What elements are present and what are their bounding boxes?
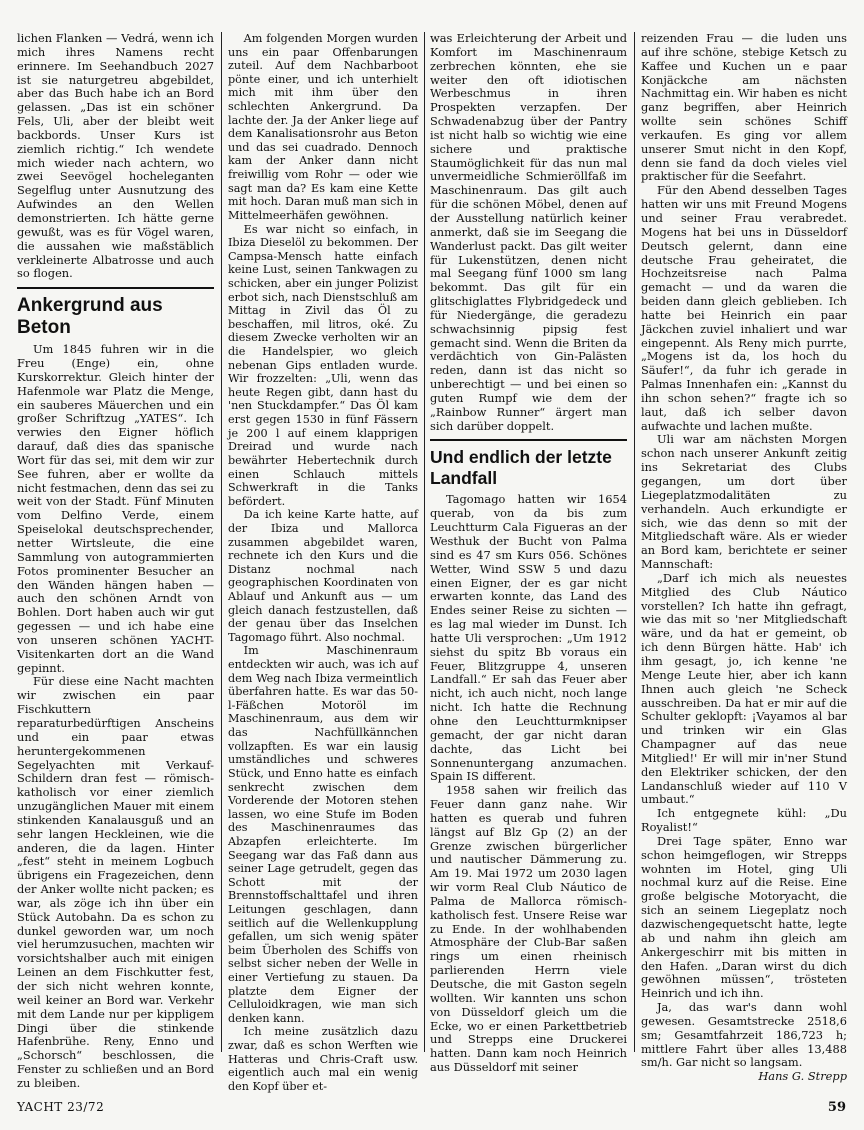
section-rule — [430, 439, 627, 441]
paragraph: lichen Flanken — Vedrá, wenn ich mich ihres Namens recht erinnere. Im Seehandbuch 2027 ist sie naturgetreu abgebildet, aber das Buch habe ich an Bord gelassen. „Das ist ein schöner Fels, Uli, aber der bleibt weit backbords. Unser Kurs ist ziemlich richtig.“ Ich wendete mich wieder nach achtern, wo zwei Seevögel hocheleganten Segelflug unter Ausnutzung des Aufwindes an den Wellen demonstrierten. Ich hätte gerne gewußt, was es für Vögel waren, die aussahen wie maßstäblich verkleinerte Albatrosse und auch so flogen. — [17, 31, 214, 281]
column-2 — [228, 32, 418, 1094]
paragraph: Am folgenden Morgen wurden uns ein paar Offenbarungen zuteil. Auf dem Nachbarboot pönte einer, und ich unterhielt mich mit ihm über den schlechten Ankergrund. Da lachte der. Ja der Anker liege auf dem Kanalisationsrohr aus Beton und das sei cuadrado. Dennoch kam der Anker dann nicht freiwillig vom Rohr — oder wie sagt man da? Es kam eine Kette mit hoch. Daran muß man sich in Mittelmeerhäfen gewöhnen. — [228, 32, 418, 222]
paragraph: Da ich keine Karte hatte, auf der Ibiza und Mallorca zusammen abgebildet waren, rechnete ich den Kurs und die Distanz nochmal nach geographischen Koordinaten von Ablauf und Ankunft aus — um gleich danach festzustellen, daß der genau über das Inselchen Tagomago führt. Also nochmal. — [228, 508, 418, 644]
column-4 — [641, 32, 847, 1084]
author-signature-line — [641, 1070, 847, 1084]
paragraph: 1958 sahen wir freilich das Feuer dann ganz nahe. Wir hatten es querab und fuhren längst auf Blz Gp (2) an der Grenze zwischen bürgerlicher und nautischer Dämmerung zu. Am 19. Mai 1972 um 2030 lagen wir vorm Real Club Náutico de Palma de Mallorca römisch-katholisch fest. Unsere Reise war zu Ende. In der wohlhabenden Atmosphäre der Club-Bar saßen rings um einen rheinisch parlierenden Herrn viele Deutsche, die mit Gaston segeln wollten. Wir kannten uns schon von Düsseldorf gleich um die Ecke, wo er einen Parkettbetrieb und Strepps eine Druckerei hatten. Dann kam noch Heinrich aus Düsseldorf mit seiner — [430, 783, 627, 1075]
paragraph: Im Maschinenraum entdeckten wir auch, was ich auf dem Weg nach Ibiza vermeintlich überfahren hatte. Es war das 50-l-Fäßchen Motoröl im Maschinenraum, aus dem wir das Nachfüllkännchen vollzapften. Es war ein lausig umständliches und schweres Stück, und Enno hatte es einfach senkrecht zwischen dem Vorderende der Motoren stehen lassen, wo eine Stufe im Boden des Maschinenraumes das Abzapfen erleichterte. Im Seegang war das Faß dann aus seiner Lage getrudelt, gegen das Schott mit der Brennstoffschalttafel und ihren Leitungen geschlagen, dann seitlich auf die Wellenkupplung gefallen, um sich wenig später beim Überholen des Schiffs von selbst sicher neben der Welle in einer Vertiefung zu stauen. Da platzte dem Eigner der Celluloidkragen, wie man sich denken kann. — [228, 644, 418, 1025]
section-heading: Ankergrund aus Beton — [17, 295, 163, 339]
paragraph: was Erleichterung der Arbeit und Komfort im Maschinenraum zerbrechen könnten, ehe sie weiter den oft idiotischen Werbeschmus in ihren Prospekten verzapfen. Der Schwadenabzug über der Pantry ist nicht halb so wichtig wie eine sichere und praktische Staumöglichkeit für das nun mal unvermeidliche Schmieröllfaß im Maschinenraum. Das gilt auch für die schönen Möbel, denen auf der Ausstellung natürlich keiner anmerkt, daß sie im Seegang die Wanderlust packt. Das gilt weiter für Lukenstützen, denen nicht mal Seegang fünf 1000 sm lang bekommt. Das gilt für ein glitschiglattes Flybridgedeck und für Niedergänge, die geradezu schwachsinnig pipsig fest gemacht sind. Wenn die Briten da verdächtich von Gin-Palästen reden, dann ist das nicht so unberechtigt — und bei einen so guten Rumpf wie dem der „Rainbow Runner“ ärgert man sich darüber doppelt. — [430, 31, 627, 433]
paragraph: Ich meine zusätzlich dazu zwar, daß es schon Werften wie Hatteras und Chris-Craft usw. eigentlich auch mal ein wenig den Kopf über et- — [228, 1025, 418, 1093]
magazine-issue: YACHT 23/72 — [17, 1100, 105, 1114]
paragraph: Uli war am nächsten Morgen schon nach unserer Ankunft zeitig ins Sekretariat des Clubs gegangen, um dort über Liegeplatzmodalitäten zu verhandeln. Auch erkundigte er sich, wie das denn so mit der Mitgliedschaft wäre. Als er wieder an Bord kam, berichtete er seiner Mannschaft: — [641, 432, 847, 572]
author-signature: Hans G. Strepp — [758, 1069, 847, 1084]
paragraph: Um 1845 fuhren wir in die Freu (Enge) ein, ohne Kurskorrektur. Gleich hinter der Hafenmole war Platz die Menge, ein sauberes Mäuerchen und ein großer Schriftzug „YATES“. Ich verwies den Eigner höflich darauf, daß dies das spanische Wort für das sei, mit dem wir zur See fuhren, aber er wollte da nicht festmachen, denn das sei zu weit von der Stadt. Fünf Minuten vom Delfino Verde, einem Speiselokal deutschsprechender, netter Wirtsleute, die eine Sammlung von autogrammierten Fotos prominenter Besucher an den Wänden hängen haben — auch den schönen Arndt von Bohlen. Dort haben auch wir gut gegessen — und ich habe eine von unseren schönen YACHT-Visitenkarten dort an die Wand gepinnt. — [17, 342, 214, 675]
paragraph: Drei Tage später, Enno war schon heimgeflogen, wir Strepps wohnten im Hotel, ging Uli nochmal kurz auf die Reise. Eine große belgische Motoryacht, die sich an seinem Liegeplatz noch dazwischengequetscht hatte, legte ab und nahm ihn gleich am Ankergeschirr mit bis mitten in den Hafen. „Daran wirst du dich gewöhnen müssen“, trösteten Heinrich und ich ihn. — [641, 833, 847, 1001]
paragraph: reizenden Frau — die luden uns auf ihre schöne, stebige Ketsch zu Kaffee und Kuchen un e paar Konjäckche am nächsten Nachmittag ein. Wir haben es nicht ganz begriffen, aber Heinrich wollte sein schönes Schiff verkaufen. Es ging vor allem unserer Smut nicht in den Kopf, denn sie fand da doch vieles viel praktischer für die Seefahrt. — [641, 31, 847, 184]
paragraph: Es war nicht so einfach, in Ibiza Dieselöl zu bekommen. Der Campsa-Mensch hatte einfach keine Lust, seinen Tankwagen zu schicken, aber ein junger Polizist erbot sich, nach Dienstschluß am Mittag in Zivil das Öl zu beschaffen, mil litros, oké. Zu diesem Zwecke verholten wir an die Handelspier, wo gleich nebenan Gips entladen wurde. Wir frozzelten: „Uli, wenn das heute Regen gibt, dann hast du 'nen Stuckdampfer.“ Das Öl kam erst gegen 1530 in fünf Fässern je 200 l auf einem klapprigen Dreirad und wurde nach bewährter Hebertechnik durch einen Schlauch mittels Schwerkraft in die Tanks befördert. — [228, 222, 418, 508]
page-number: 59 — [827, 1100, 846, 1115]
paragraph: Für den Abend desselben Tages hatten wir uns mit Freund Mogens und seiner Frau verabredet. Mogens hat bei uns in Düsseldorf Deutsch gelernt, dann eine deutsche Frau geheiratet, die Hochzeitsreise nach Palma gemacht — und da waren die beiden dann gleich geblieben. Ich hatte bei Heinrich ein paar Jäckchen zuviel inhaliert und war eingepennt. Als Reny mich purrte, „Mogens ist da, los hoch du Säufer!“, da fuhr ich gerade in Palmas Innenhafen ein: „Kannst du ihn schon sehen?“ fragte ich so laut, daß ich selber davon aufwachte und lachen mußte. — [641, 183, 847, 433]
column-separator — [634, 32, 635, 1052]
paragraph: Ich entgegnete kühl: „Du Royalist!“ — [641, 806, 847, 835]
section-rule — [17, 287, 214, 289]
section-heading: Und endlich der letzte Landfall — [430, 447, 612, 489]
column-1 — [17, 32, 214, 1091]
paragraph: Ja, das war's dann wohl gewesen. Gesamtstrecke 2518,6 sm; Gesamtfahrzeit 186,723 h; mittlere Fahrt über alles 13,488 sm/h. Gar nicht so langsam. — [641, 1000, 847, 1070]
column-separator — [221, 32, 222, 1052]
paragraph: Tagomago hatten wir 1654 querab, von da bis zum Leuchtturm Cala Figueras an der Westhuk der Bucht von Palma sind es 47 sm Kurs 056. Schönes Wetter, Wind SSW 5 und dazu einen Eigner, der es gar nicht erwarten konnte, das Land des Endes seiner Reise zu sichten — es lag mal wieder im Dunst. Ich hatte Uli versprochen: „Um 1912 siehst du spitz Bb voraus ein Feuer, Blitzgruppe 4, unseren Landfall.“ Er sah das Feuer aber nicht, ich auch nicht, noch lange nicht. Ich hatte die Rechnung ohne den Leuchtturmknipser gemacht, der gar nicht daran dachte, das Licht bei Sonnenuntergang anzumachen. Spain IS different. — [430, 492, 627, 784]
paragraph: „Darf ich mich als neuestes Mitglied des Club Náutico vorstellen? Ich hatte ihn gefragt, wie das mit so 'ner Mitgliedschaft wäre, und da hat er gemeint, ob ich denn Bürgen hätte. Hab' ich ihm gesagt, jo, ich kenne 'ne Menge Leute hier, aber ich kann Ihnen auch gleich 'ne Scheck ausschreiben. Da hat er mir auf die Schulter geklopft: ¡Vayamos al bar und trinken wir ein Glas Champagner auf das neue Mitglied!' Er will mir in'ner Stund den Elektriker schicken, der den Landanschluß wieder auf 110 V umbaut.“ — [641, 570, 847, 807]
column-separator — [424, 32, 425, 1052]
column-3 — [430, 32, 627, 1075]
paragraph: Für diese eine Nacht machten wir zwischen ein paar Fischkuttern reparaturbedürftigen Anscheins und ein paar etwas heruntergekommenen Segelyachten mit Verkauf-Schildern dran fest — römisch-katholisch vor einer ziemlich unzugänglichen Mauer mit einem stinkenden Kanalausguß und an sehr langen Heckleinen, wie die anderen, die da lagen. Hinter „fest“ steht in meinem Logbuch übrigens ein Fragezeichen, denn der Anker wollte nicht packen; es war, als zöge ich ihn über ein Stück Autobahn. Da es schon zu dunkel geworden war, um noch viel herumzusuchen, machten wir vorsichtshalber auch mit einigen Leinen an dem Fischkutter fest, der sich nicht wehren konnte, weil keiner an Bord war. Verkehr mit dem Lande nur per kippligem Dingi über die stinkende Hafenbrühe. Reny, Enno und „Schorsch“ beschlossen, die Fenster zu schließen und an Bord zu bleiben. — [17, 674, 214, 1090]
